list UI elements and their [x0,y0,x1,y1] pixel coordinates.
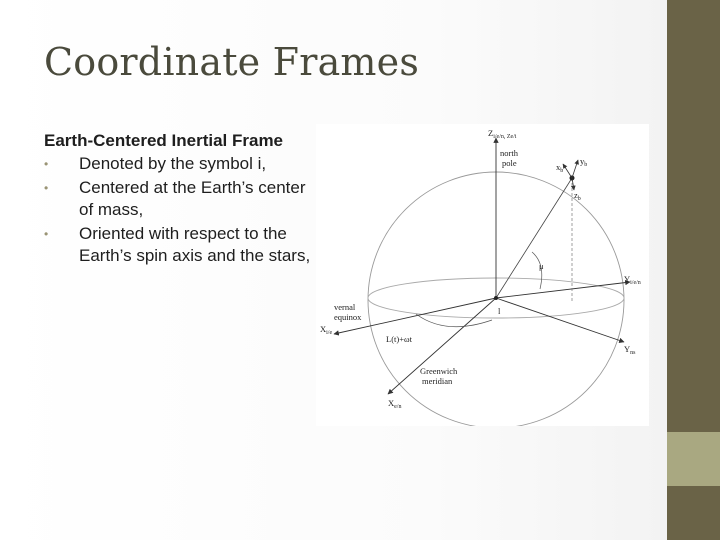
bullet-item [44,223,324,267]
y-b-label: $y_b$ [580,156,588,168]
north-label: north [500,148,518,158]
meridian-label: meridian [422,376,453,386]
pole-label: pole [502,158,517,168]
x-left-label: $X_{i/e}$ [320,324,333,336]
body-x-axis [563,164,572,178]
x-bottom-label: $X_{e/n}$ [388,398,402,410]
bullet-item [44,177,324,221]
greenwich-label: Greenwich [420,366,458,376]
z-b-label: $z_b$ [574,190,581,202]
side-accent-bar-top [667,0,720,432]
bullet-text: Denoted by the symbol i, [79,154,267,173]
longitude-arc [416,314,492,327]
vernal-label: vernal [334,302,356,312]
diagram-svg [316,124,649,426]
bullet-text: Oriented with respect to the Earth’s spin axis and the stars, [79,224,311,265]
y-ns-axis-line [496,298,624,342]
slide-title: Coordinate Frames [44,40,420,84]
y-bottom-label: $Y_{ns}$ [624,344,636,356]
origin-point [494,296,498,300]
bullet-icon: • [44,227,49,241]
bullet-list [44,153,324,267]
bullet-icon: • [44,157,49,171]
equinox-label: equinox [334,312,362,322]
section-subhead: Earth-Centered Inertial Frame [44,131,284,150]
slide-content [44,130,324,269]
l-label: l [498,306,501,316]
x-b-label: $x_b$ [556,162,564,174]
side-accent-bar-bottom [667,486,720,540]
coordinate-frames-diagram [316,124,649,426]
side-accent-bar-middle [667,432,720,486]
y-axis-line [496,282,630,298]
mu-label: μ [539,261,544,271]
position-vector [496,178,572,298]
bullet-icon: • [44,181,49,195]
rotation-label: L(t)+ωt [386,334,412,344]
body-y-axis [572,160,578,178]
bullet-item [44,153,324,175]
bullet-text: Centered at the Earth’s center of mass, [79,178,306,219]
z-top-label: $Z_{i/e/n, Z}e/i$ [488,128,517,140]
y-right-label: $Y_{i/e/n}$ [624,274,641,286]
